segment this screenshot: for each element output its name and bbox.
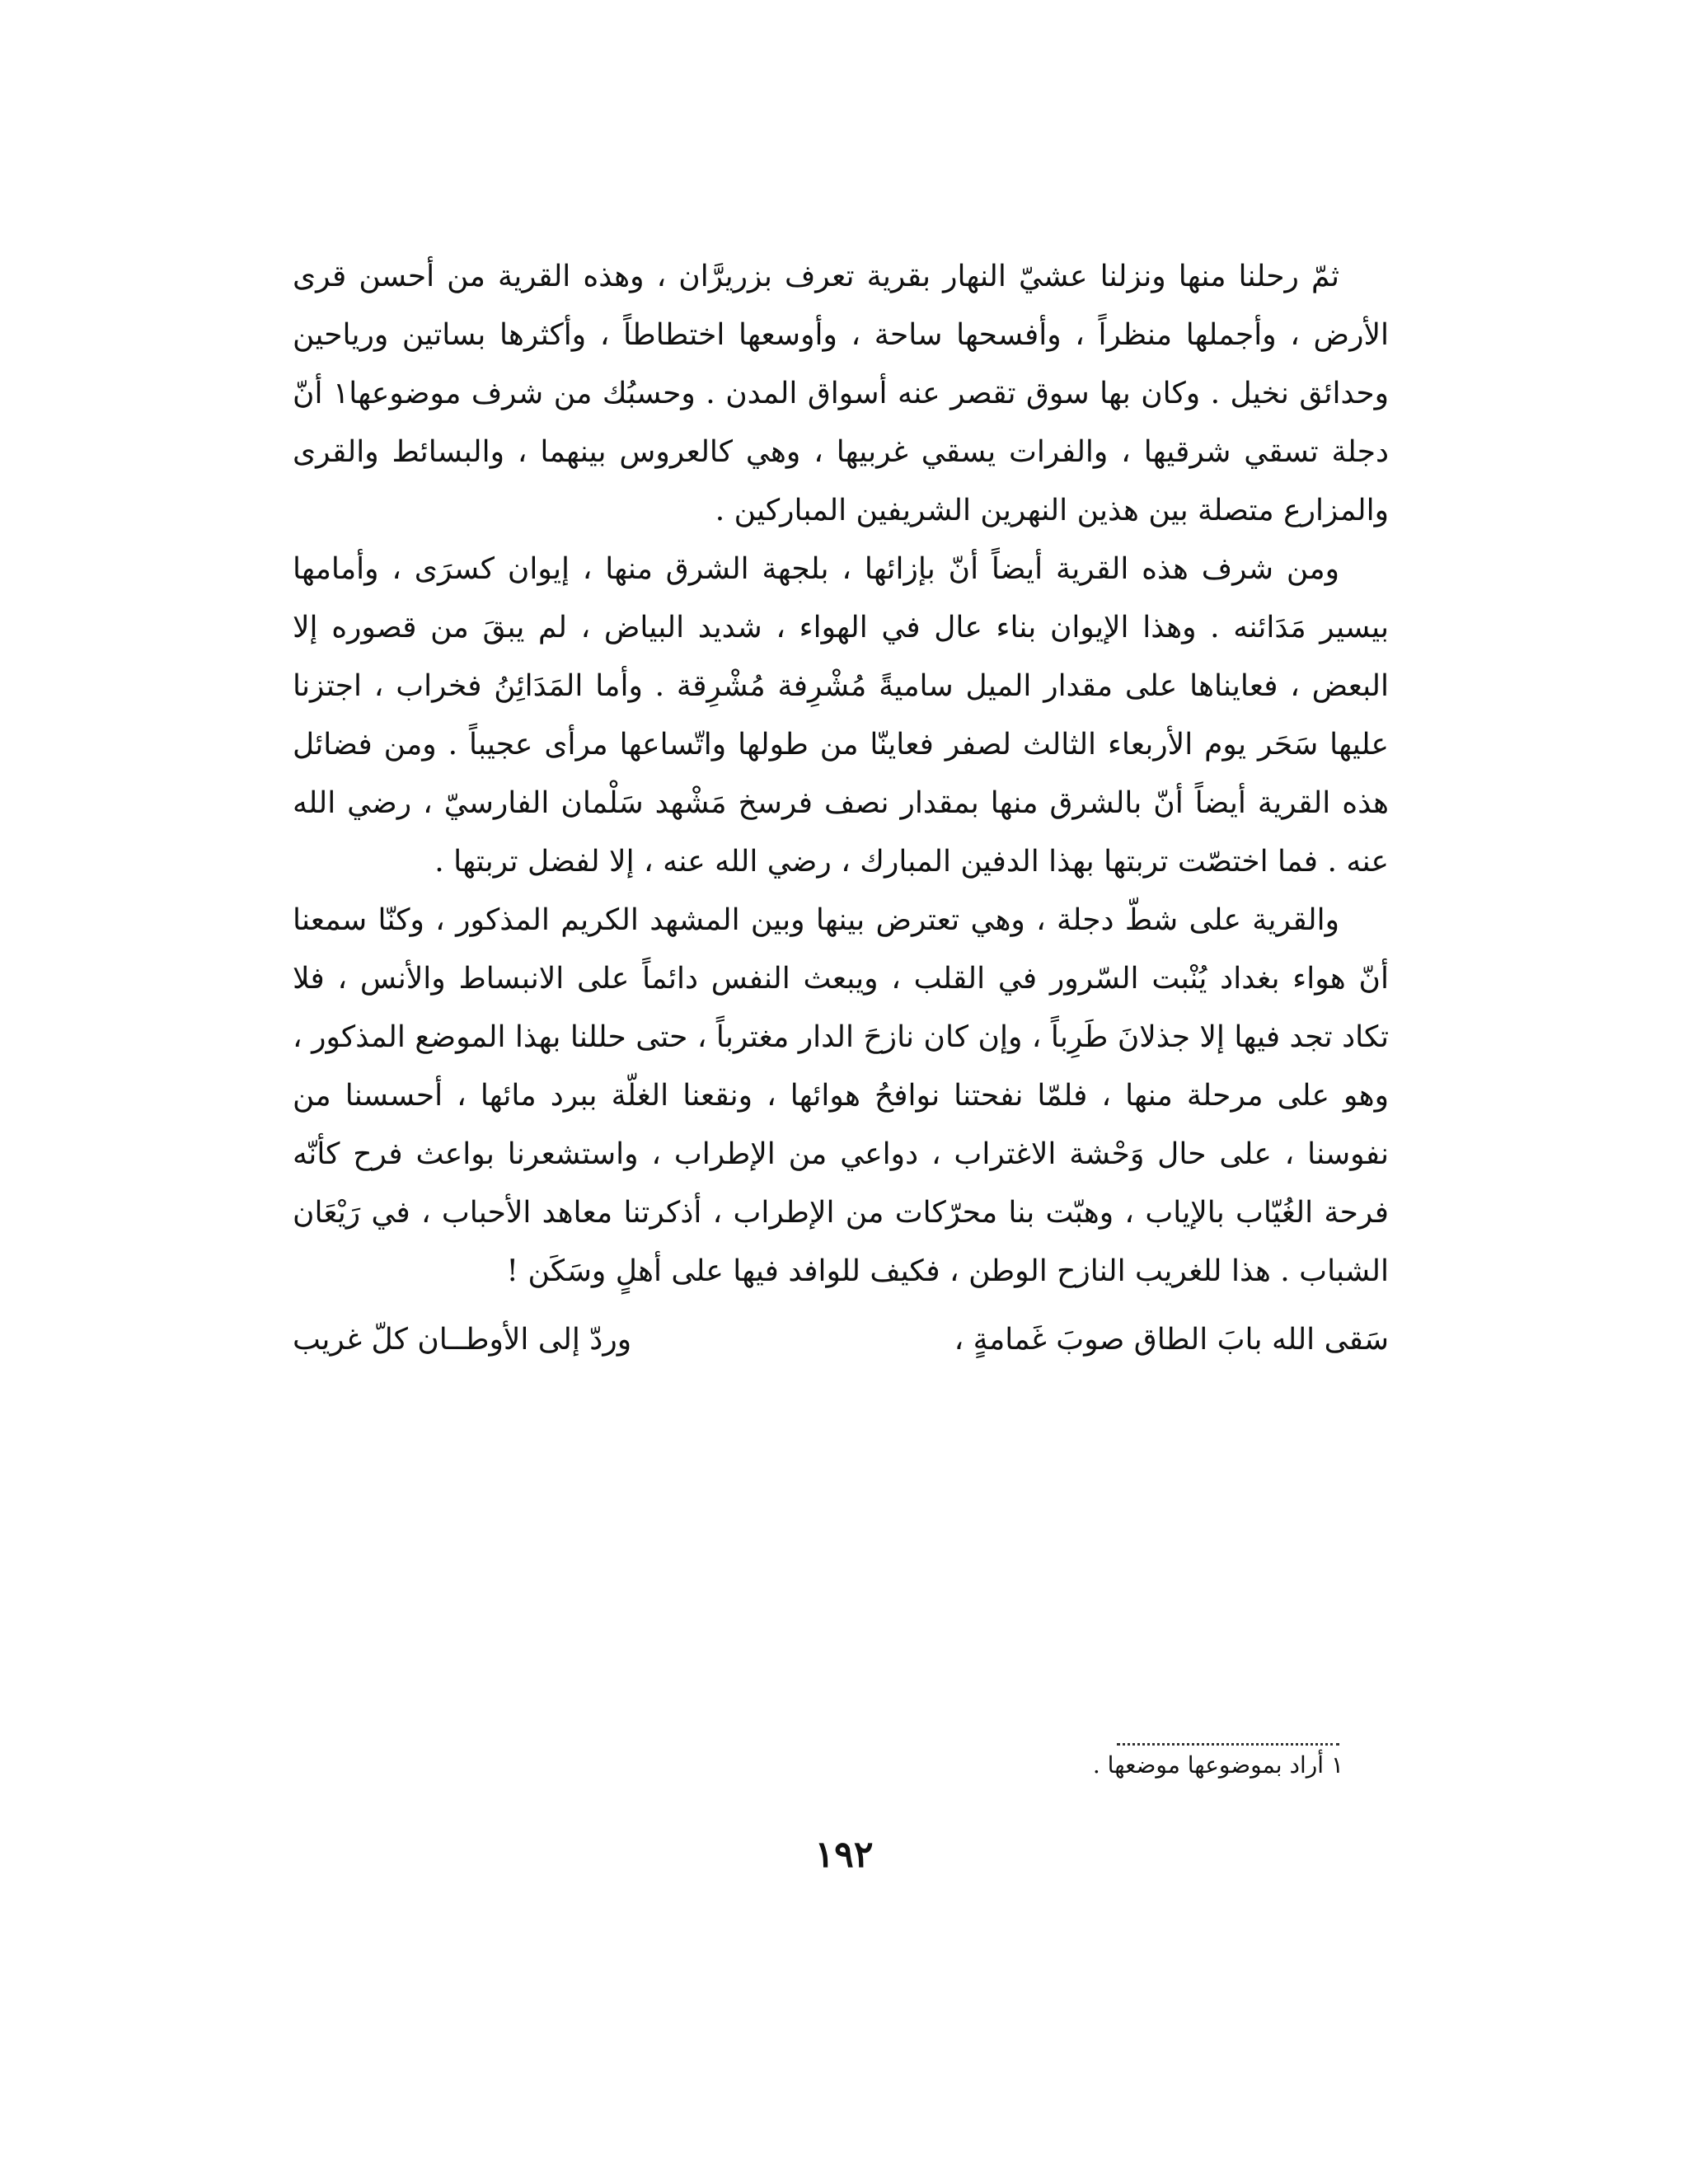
main-text bbox=[293, 247, 1389, 1369]
footnote: ١ أراد بموضوعها موضعها . bbox=[1092, 1751, 1343, 1779]
page-number: ١٩٢ bbox=[814, 1834, 874, 1876]
poem-verse bbox=[293, 1310, 1389, 1369]
footnote-divider bbox=[1117, 1743, 1339, 1746]
paragraph-3: والقرية على شطّ دجلة ، وهي تعترض بينها وبين المشهد الكريم المذكور ، وكنّا سمعنا أنّ هواء بغداد يُنْبت السّرور في القلب ، ويبعث النفس دائماً على الانبساط والأنس ، فلا تكاد تجد فيها إلا جذلانَ طَرِباً ، وإن كان نازحَ الدار مغترباً ، حتى حللنا بهذا الموضع المذكور ، وهو على مرحلة منها ، فلمّا نفحتنا نوافحُ هوائها ، ونقعنا الغلّة ببرد مائها ، أحسسنا من نفوسنا ، على حال وَحْشة الاغتراب ، دواعي من الإطراب ، واستشعرنا بواعث فرح كأنّه فرحة الغُيّاب بالإياب ، وهبّت بنا محرّكات من الإطراب ، أذكرتنا معاهد الأحباب ، في رَيْعَان الشباب . هذا للغريب النازح الوطن ، فكيف للوافد فيها على أهلٍ وسَكَن ! bbox=[293, 903, 1390, 1288]
verse-second-hemistich: وردّ إلى الأوطــان كلّ غريب bbox=[293, 1323, 632, 1357]
paragraph-2: ومن شرف هذه القرية أيضاً أنّ بإزائها ، بلجهة الشرق منها ، إيوان كسرَى ، وأمامها بيسير مَدَائنه . وهذا الإيوان بناء عال في الهواء ، شديد البياض ، لم يبقَ من قصوره إلا البعض ، فعايناها على مقدار الميل ساميةً مُشْرِفة مُشْرِقة . وأما المَدَائِنُ فخراب ، اجتزنا عليها سَحَر يوم الأربعاء الثالث لصفر فعاينّا من طولها واتّساعها مرأى عجيباً . ومن فضائل هذه القرية أيضاً أنّ بالشرق منها بمقدار نصف فرسخ مَشْهد سَلْمان الفارسيّ ، رضي الله عنه . فما اختصّت تربتها بهذا الدفين المبارك ، رضي الله عنه ، إلا لفضل تربتها . bbox=[293, 552, 1389, 879]
paragraph-1: ثمّ رحلنا منها ونزلنا عشيّ النهار بقرية تعرف بزريرَّان ، وهذه القرية من أحسن قرى الأرض ، وأجملها منظراً ، وأفسحها ساحة ، وأوسعها اختطاطاً ، وأكثرها بساتين ورياحين وحدائق نخيل . وكان بها سوق تقصر عنه أسواق المدن . وحسبُك من شرف موضوعها١ أنّ دجلة تسقي شرقيها ، والفرات يسقي غربيها ، وهي كالعروس بينهما ، والبسائط والقرى والمزارع متصلة بين هذين النهرين الشريفين المباركين . bbox=[293, 260, 1389, 527]
verse-first-hemistich: سَقى الله بابَ الطاق صوبَ غَمامةٍ ، bbox=[954, 1323, 1389, 1357]
